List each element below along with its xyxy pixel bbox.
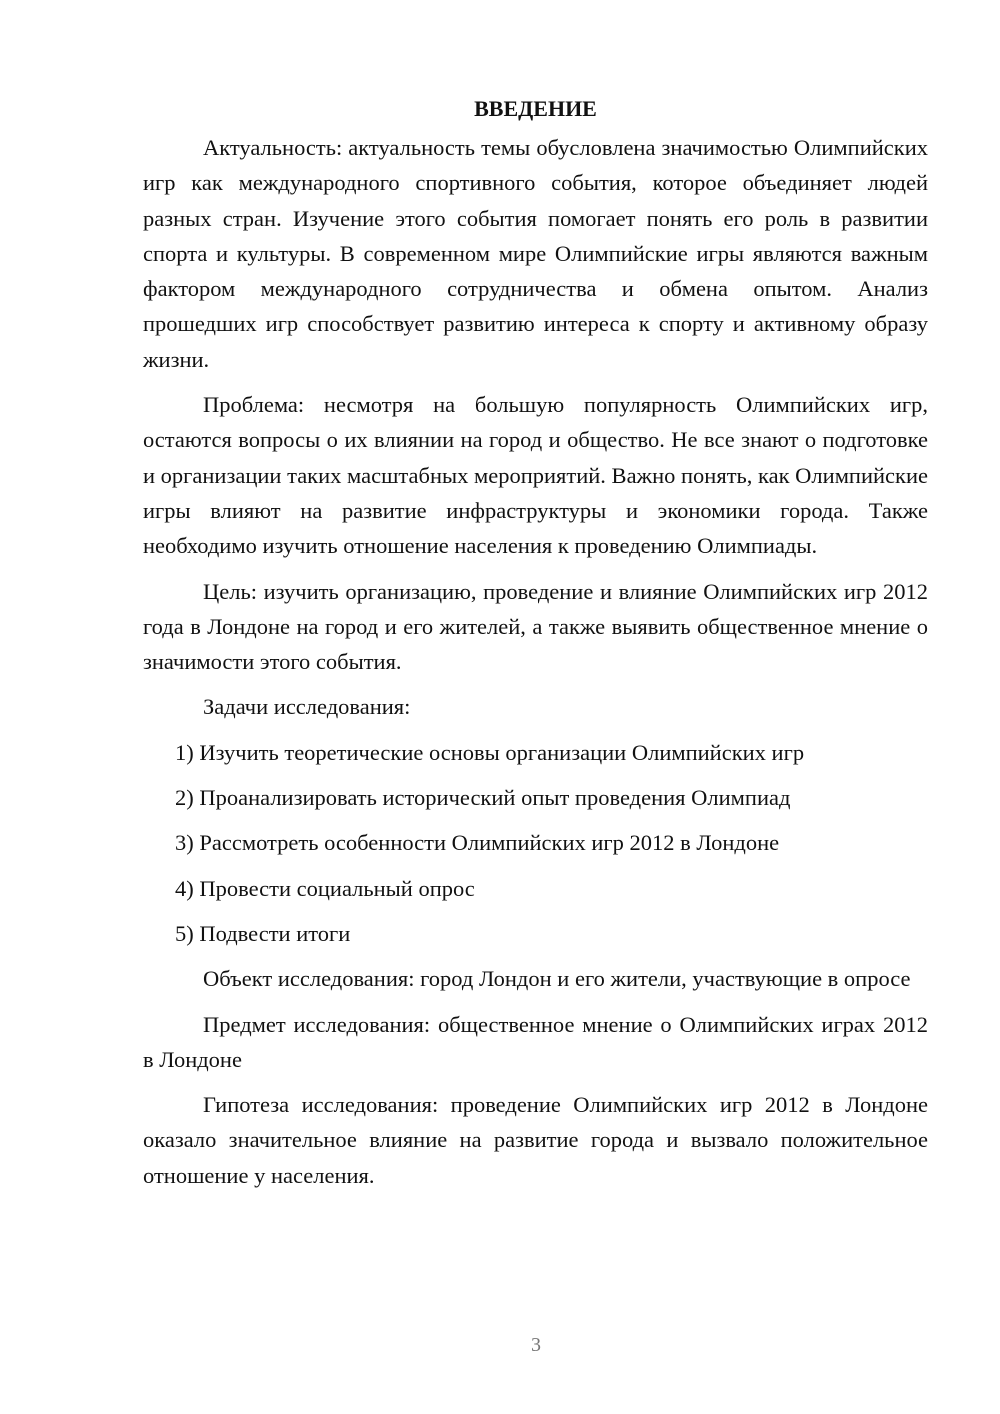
page-number: 3	[531, 1334, 541, 1356]
tasks-heading: Задачи исследования:	[203, 694, 411, 720]
paragraph-goal: Цель: изучить организацию, проведение и влияние Олимпийских игр 2012 года в Лондоне на город и его жителей, а также выявить общественное мнение о значимости этого события.	[143, 578, 928, 675]
task-item: 5) Подвести итоги	[175, 920, 351, 946]
paragraph-object: Объект исследования: город Лондон и его жители, участвующие в опросе	[203, 966, 911, 992]
paragraph-subject: Предмет исследования: общественное мнение о Олимпийских играх 2012 в Лондоне	[143, 1011, 928, 1072]
document-page	[143, 92, 928, 1193]
task-item: 2) Проанализировать исторический опыт проведения Олимпиад	[175, 785, 791, 811]
task-item: 1) Изучить теоретические основы организации Олимпийских игр	[175, 739, 805, 765]
paragraph-relevance: Актуальность: актуальность темы обусловлена значимостью Олимпийских игр как международного спортивного события, которое объединяет людей разных стран. Изучение этого события помогает понять его роль в развитии спорта и культуры. В современном мире Олимпийские игры являются важным фактором международного сотрудничества и обмена опытом. Анализ прошедших игр способствует развитию интереса к спорту и активному образу жизни.	[143, 135, 928, 372]
tasks-list	[143, 735, 928, 951]
task-item: 4) Провести социальный опрос	[175, 875, 475, 901]
paragraph-hypothesis: Гипотеза исследования: проведение Олимпийских игр 2012 в Лондоне оказало значительное влияние на развитие города и вызвало положительное отношение у населения.	[143, 1092, 928, 1188]
paragraph-problem: Проблема: несмотря на большую популярность Олимпийских игр, остаются вопросы о их влиянии на город и общество. Не все знают о подготовке и организации таких масштабных мероприятий. Важно понять, как Олимпийские игры влияют на развитие инфраструктуры и экономики города. Также необходимо изучить отношение населения к проведению Олимпиады.	[143, 392, 928, 559]
document-title: ВВЕДЕНИЕ	[474, 96, 597, 121]
task-item: 3) Рассмотреть особенности Олимпийских игр 2012 в Лондоне	[175, 830, 780, 856]
